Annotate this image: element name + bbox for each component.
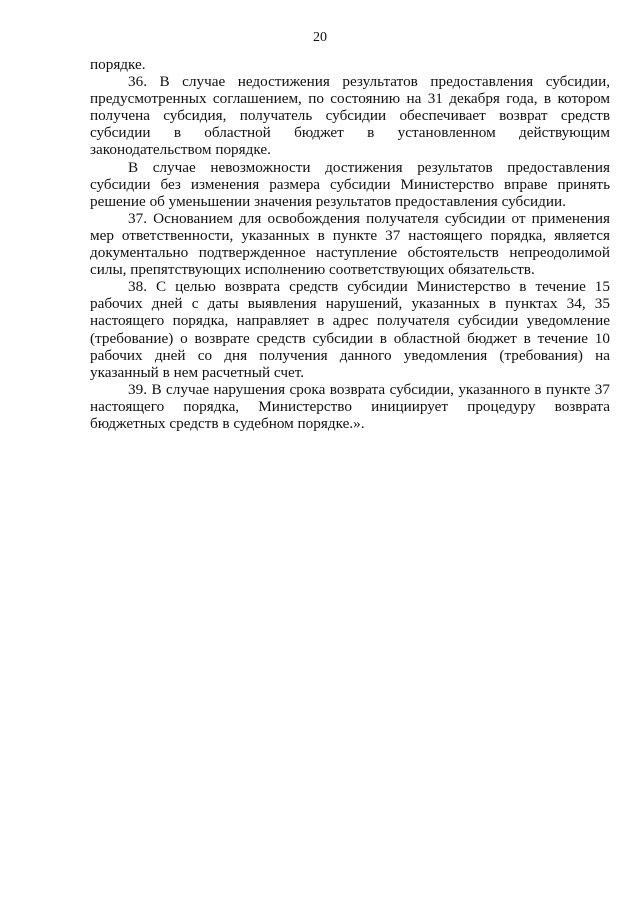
paragraph-36: 36. В случае недостижения результатов предоставления субсидии, предусмотренных соглашением, по состоянию на 31 декабря года, в котором получена субсидия, получатель субсидии обеспечивает возврат средств субсидии в областной бюджет в установленном действующим законодательством порядке.	[90, 73, 610, 159]
paragraph-continuation: порядке.	[90, 56, 146, 73]
paragraph-36-note: В случае невозможности достижения результатов предоставления субсидии без изменения размера субсидии Министерство вправе принять решение об уменьшении значения результатов предоставления субсидии.	[90, 158, 610, 210]
page-number: 20	[313, 30, 327, 45]
paragraph-37: 37. Основанием для освобождения получателя субсидии от применения мер ответственности, указанных в пункте 37 настоящего порядка, является документально подтвержденное наступление обстоятельств непреодолимой силы, препятствующих исполнению соответствующих обязательств.	[90, 209, 610, 279]
document-body	[90, 56, 610, 432]
paragraph-39: 39. В случае нарушения срока возврата субсидии, указанного в пункте 37 настоящего порядка, Министерство инициирует процедуру возврата бюджетных средств в судебном порядке.».	[90, 380, 610, 432]
paragraph-38: 38. С целью возврата средств субсидии Министерство в течение 15 рабочих дней с даты выявления нарушений, указанных в пунктах 34, 35 настоящего порядка, направляет в адрес получателя субсидии уведомление (требование) о возврате средств субсидии в областной бюджет в течение 10 рабочих дней со дня получения данного уведомления (требования) на указанный в нем расчетный счет.	[90, 278, 610, 381]
